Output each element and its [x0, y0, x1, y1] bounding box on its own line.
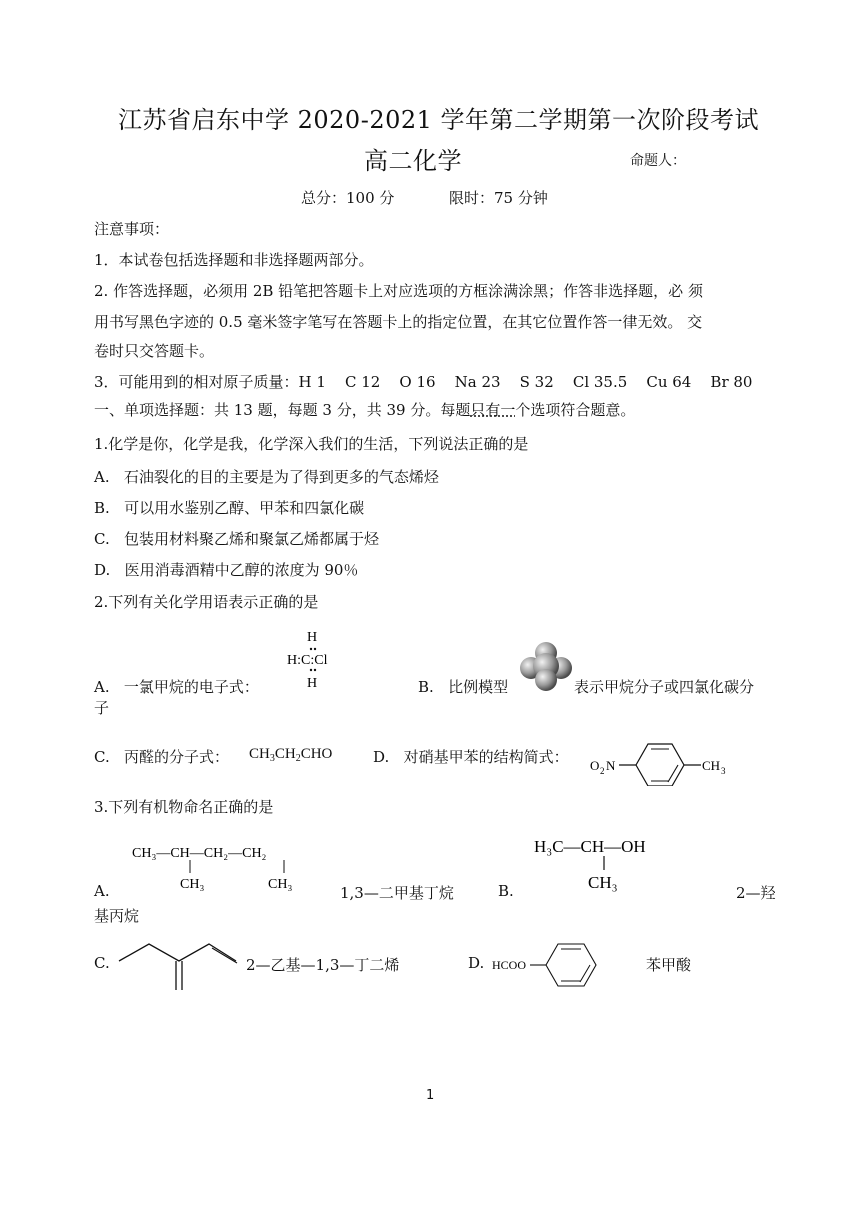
q3-option-d-label: D.	[468, 954, 485, 972]
q3-stem: 3.下列有机物命名正确的是	[94, 798, 274, 816]
q3-option-c-name: 2—乙基—1,3—丁二烯	[246, 956, 400, 974]
q3-b-structure	[532, 832, 702, 894]
q1-option-d: D. 医用消毒酒精中乙醇的浓度为 90％	[94, 561, 359, 579]
svg-text:CH₃: CH₃	[180, 877, 205, 892]
nitrotoluene-structure	[588, 736, 738, 786]
notes-heading: 注意事项：	[94, 220, 170, 238]
formula-h-top: H	[307, 630, 318, 645]
svg-text:CH₃: CH₃	[268, 877, 293, 892]
q2-option-b-label: B. 比例模型	[418, 678, 509, 696]
q1-option-a: A. 石油裂化的目的主要是为了得到更多的气态烯烃	[94, 468, 439, 486]
q1-option-b: B. 可以用水鉴别乙醇、甲苯和四氯化碳	[94, 499, 365, 517]
note-item-1: 1．本试卷包括选择题和非选择题两部分。	[94, 251, 374, 269]
svg-text:3: 3	[721, 766, 726, 776]
svg-text:O: O	[590, 758, 600, 773]
q3-c-skeletal-structure	[116, 940, 241, 994]
total-score: 总分：100 分	[301, 189, 395, 207]
svg-text:CH: CH	[702, 758, 721, 773]
q3-option-d-name: 苯甲酸	[646, 956, 692, 974]
svg-text:H₃C—CH—OH: H₃C—CH—OH	[534, 837, 646, 856]
propanal-formula: $CH_3CH_2CHO$	[249, 746, 333, 764]
section-heading	[94, 399, 635, 420]
subject-title: 高二化学	[364, 147, 462, 175]
q2-stem: 2.下列有关化学用语表示正确的是	[94, 593, 319, 611]
electron-dot	[310, 669, 312, 671]
svg-text:N: N	[606, 758, 616, 773]
note-item-2-cont: 用书写黑色字迹的 0.5 毫米签字笔写在答题卡上的指定位置，在其它位置作答一律无效。 交	[94, 313, 703, 331]
q2-option-c-label: C. 丙醛的分子式：	[94, 748, 230, 766]
note-item-2-end: 卷时只交答题卡。	[94, 342, 215, 360]
page-number: 1	[426, 1088, 435, 1103]
formula-h-bottom: H	[307, 676, 318, 691]
q2-option-b-wrap: 子	[94, 699, 110, 717]
q2-option-d-label: D. 对硝基甲苯的结构简式：	[373, 748, 569, 766]
q3-option-b-wrap: 基丙烷	[94, 907, 140, 925]
electron-formula	[283, 626, 353, 694]
formula-middle: H:C:Cl	[287, 653, 328, 668]
note-item-2: 2. 作答选择题，必须用 2B 铅笔把答题卡上对应选项的方框涂满涂黑；作答非选择题，必 须	[94, 282, 703, 300]
svg-text:CH₃—CH—CH₂—CH₂: CH₃—CH—CH₂—CH₂	[132, 846, 267, 861]
note-item-3: 3．可能用到的相对原子质量：H 1 C 12 O 16 Na 23 S 32 Cl 35.5 Cu 64 Br 80	[94, 373, 753, 391]
q3-option-b-name: 2—羟	[736, 884, 776, 902]
electron-dot	[310, 648, 312, 650]
q3-d-structure	[492, 936, 604, 992]
svg-text:CH₃: CH₃	[588, 873, 618, 892]
q3-a-structure	[130, 838, 310, 894]
svg-text:HCOO: HCOO	[492, 958, 527, 972]
q2-option-a-label: A. 一氯甲烷的电子式：	[94, 678, 259, 696]
q3-option-a-name: 1,3—二甲基丁烷	[340, 884, 454, 902]
space-filling-model-icon	[518, 640, 574, 692]
time-limit: 限时：75 分钟	[449, 189, 548, 207]
q3-option-a-label: A.	[94, 882, 110, 900]
electron-dot	[314, 669, 316, 671]
author-label: 命题人：	[630, 153, 686, 169]
exam-title: 江苏省启东中学 2020-2021 学年第二学期第一次阶段考试	[118, 106, 760, 134]
q1-stem: 1.化学是你，化学是我，化学深入我们的生活，下列说法正确的是	[94, 435, 529, 453]
svg-text:2: 2	[600, 766, 605, 776]
q3-option-b-label: B.	[498, 882, 514, 900]
section-heading-emph: 只有一	[470, 401, 516, 419]
q3-option-c-label: C.	[94, 954, 110, 972]
q1-option-c: C. 包装用材料聚乙烯和聚氯乙烯都属于烃	[94, 530, 380, 548]
section-heading-post: 个选项符合题意。	[515, 401, 636, 419]
electron-dot	[314, 648, 316, 650]
q2-option-b-text: 表示甲烷分子或四氯化碳分	[574, 678, 755, 696]
section-heading-pre: 一、单项选择题：共 13 题，每题 3 分，共 39 分。每题	[94, 401, 471, 419]
